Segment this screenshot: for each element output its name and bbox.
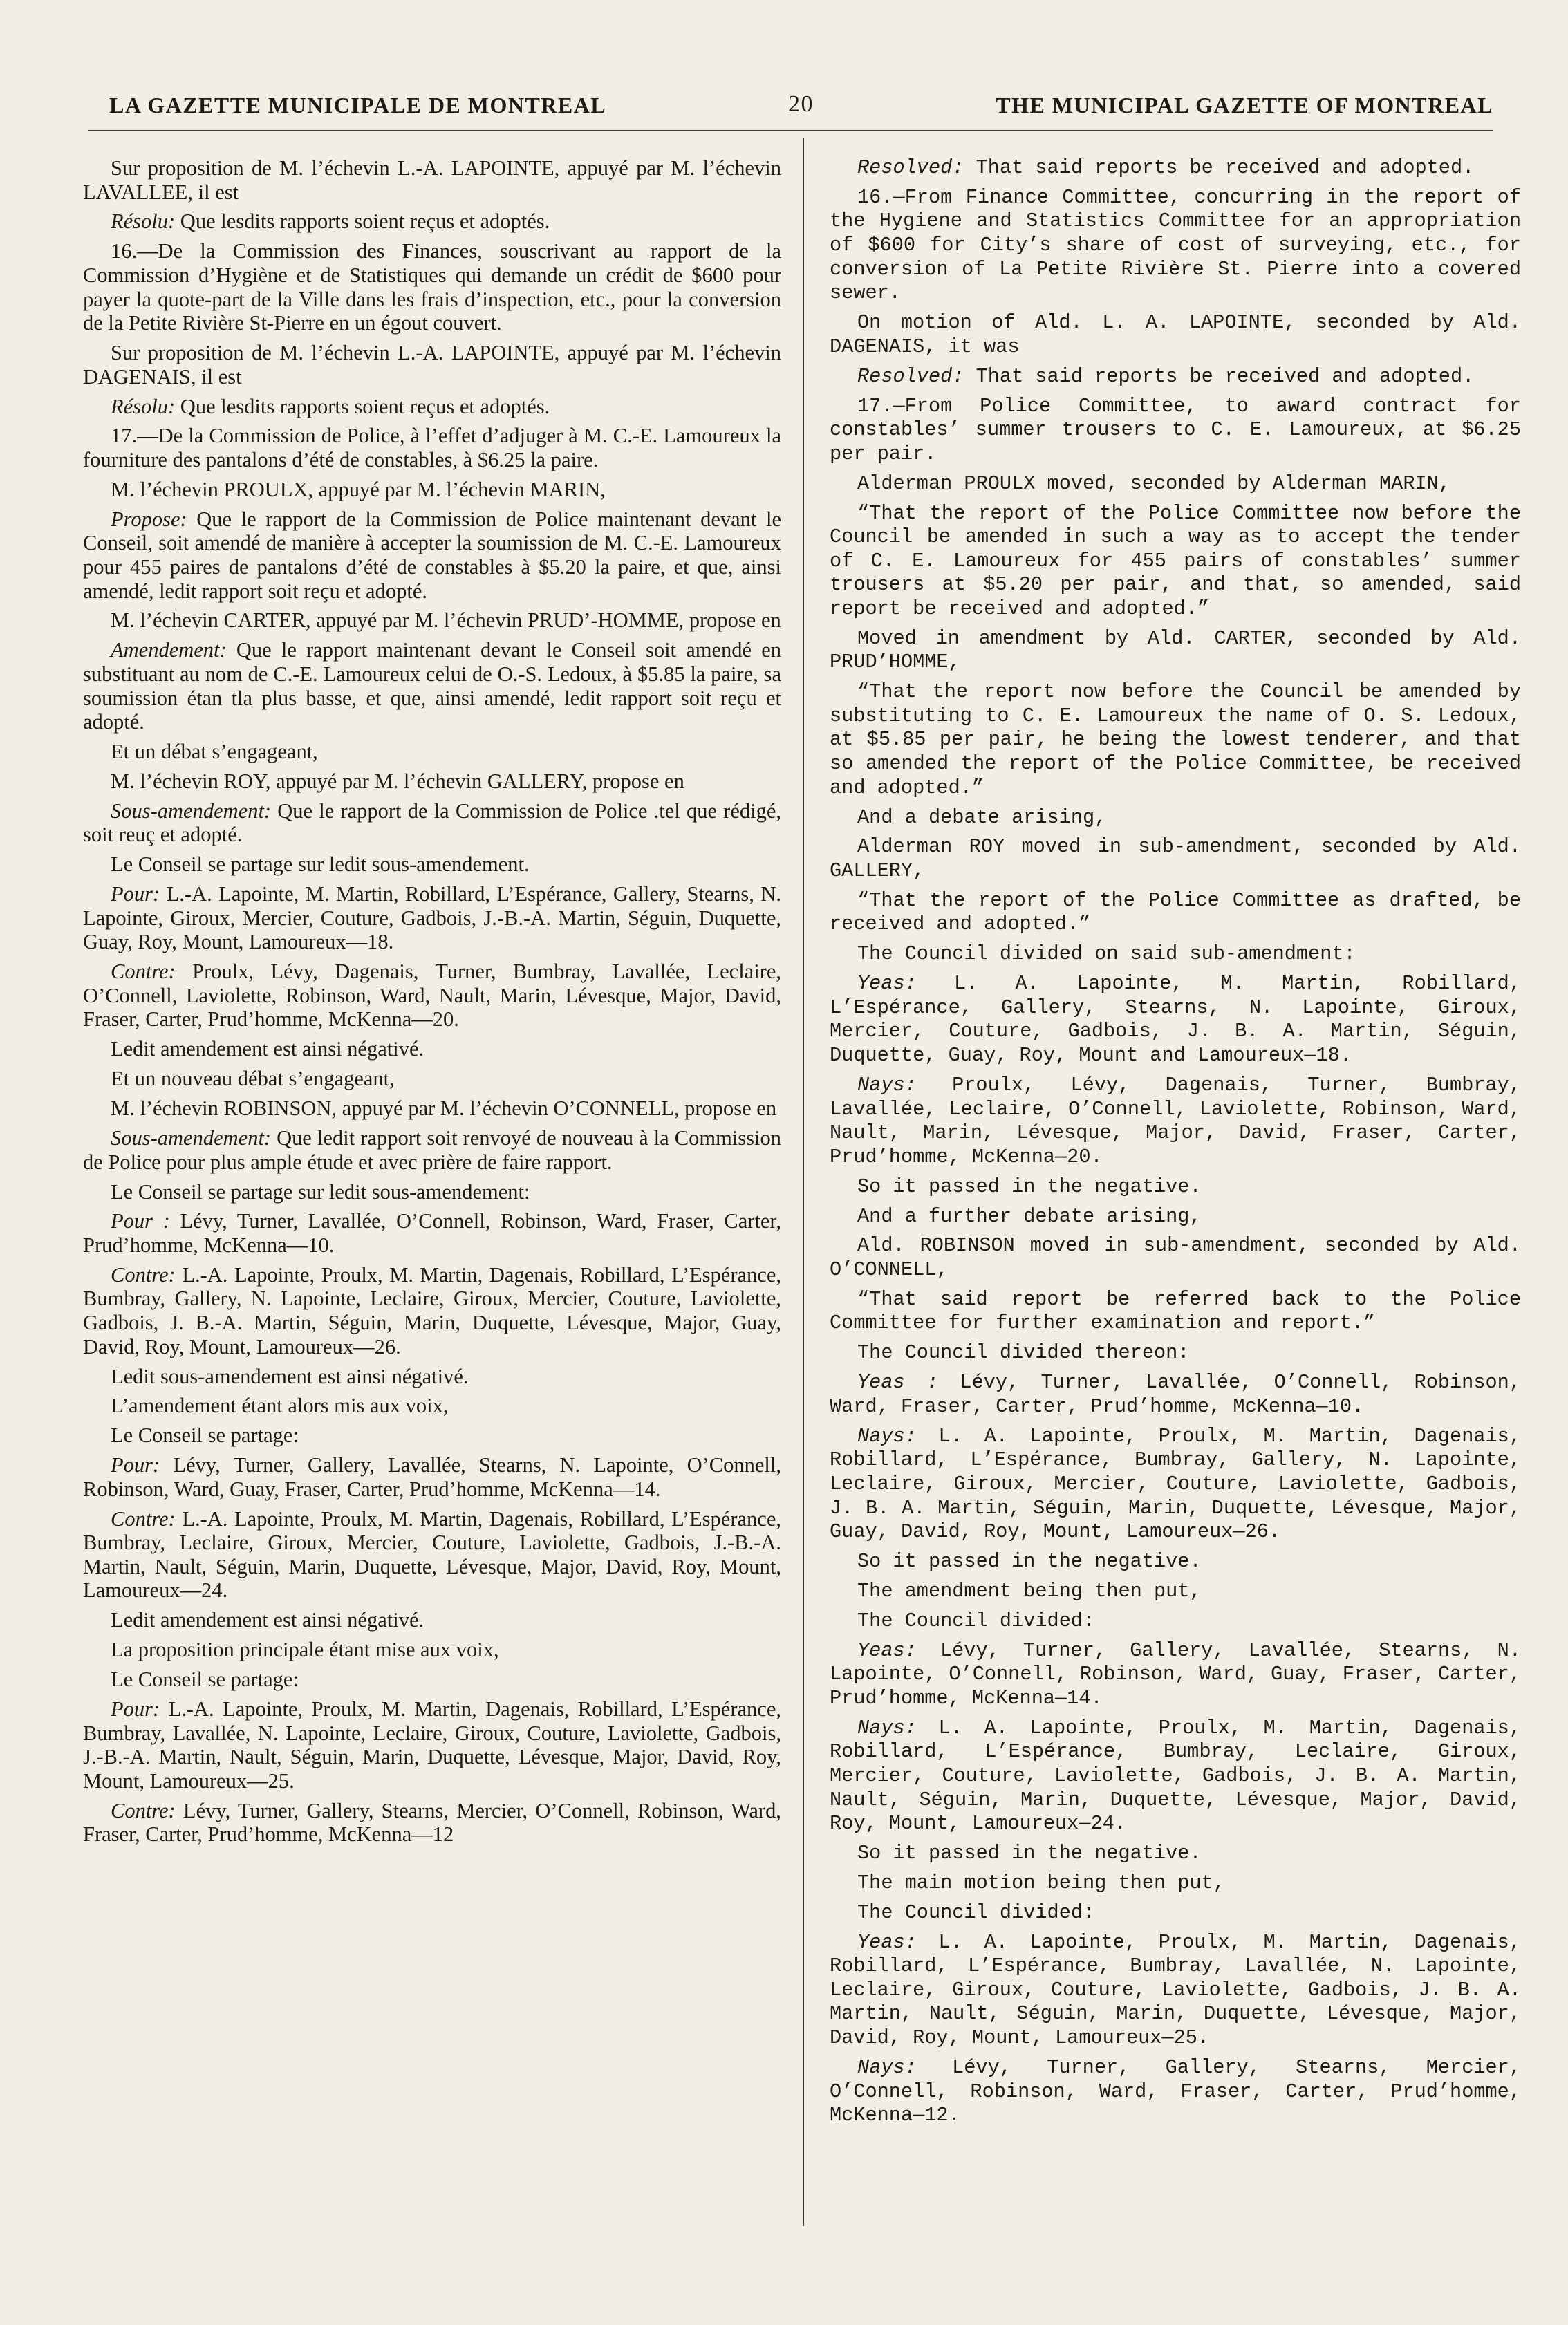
paragraph-text: L.-A. Lapointe, M. Martin, Robillard, L’Espérance, Gallery, Stearns, N. Lapointe, Giroux, Mercier, Couture, Gadbois, J.-B.-A. Martin, Séguin, Duquette, Guay, Roy, Mount, Lamoureux—18. (83, 882, 781, 954)
paragraph-text: The Council divided: (857, 1901, 1095, 1924)
header-title-english: THE MUNICIPAL GAZETTE OF MONTREAL (996, 93, 1493, 118)
paragraph-text: 16.—From Finance Committee, concurring in the report of the Hygiene and Statistics Committee for an appropriation of $600 for City’s share of cost of surveying, etc., for conversion of La Petite Rivière St. Pierre into a covered sewer. (830, 185, 1521, 305)
paragraph-text: 16.—De la Commission des Finances, souscrivant au rapport de la Commission d’Hygiène et de Statistiques qui demande un crédit de $600 pour payer la quote-part de la Ville dans les frais d’inspection, etc., pour la conversion de la Petite Rivière St-Pierre en un égout couvert. (83, 239, 781, 335)
page-header (88, 88, 1493, 131)
paragraph-text: L.-A. Lapointe, Proulx, M. Martin, Dagenais, Robillard, L’Espérance, Bumbray, Lavallée, N. Lapointe, Leclaire, Giroux, Couture, Laviolette, Gadbois, J.-B.-A. Martin, Nault, Séguin, Marin, Duquette, Lévesque, Major, David, Roy, Mount, Lamoureux—25. (83, 1697, 781, 1793)
paragraph-text: Que le rapport de la Commission de Police maintenant devant le Conseil, soit amendé de manière à accepter la soumission de M. C.-E. Lamoureux pour 455 paires de pantalons d’été de constables à $5.20 la paire, et que, ainsi amendé, ledit rapport soit reçu et adopté. (83, 507, 781, 603)
paragraph (83, 395, 781, 419)
paragraph-text: Lévy, Turner, Gallery, Stearns, Mercier, O’Connell, Robinson, Ward, Fraser, Carter, Prud’homme, McKenna—12. (830, 2055, 1521, 2127)
paragraph-text: The Council divided on said sub-amendment: (857, 942, 1356, 966)
paragraph (83, 1668, 781, 1692)
paragraph-text: And a further debate arising, (857, 1204, 1202, 1228)
paragraph-text: Moved in amendment by Ald. CARTER, seconded by Ald. PRUD’HOMME, (830, 626, 1521, 674)
paragraph-label: Nays: (857, 1424, 917, 1448)
paragraph-text: So it passed in the negative. (857, 1842, 1202, 1865)
paragraph (83, 882, 781, 954)
paragraph-text: L. A. Lapointe, Proulx, M. Martin, Dagenais, Robillard, L’Espérance, Bumbray, Gallery, N. Lapointe, Leclaire, Giroux, Mercier, Couture, Laviolette, Gadbois, J. B. A. Martin, Séguin, Marin, Duquette, Lévesque, Major, Guay, David, Roy, Mount, Lamoureux—26. (830, 1424, 1521, 1544)
paragraph (830, 1901, 1521, 1925)
paragraph-label: Nays: (857, 1073, 917, 1096)
paragraph (83, 341, 781, 389)
paragraph-text: Sur proposition de M. l’échevin L.-A. LAPOINTE, appuyé par M. l’échevin LAVALLEE, il est (83, 156, 781, 204)
paragraph (830, 1341, 1521, 1365)
paragraph (83, 478, 781, 502)
paragraph-label: Yeas: (857, 1930, 917, 1954)
paragraph (83, 1037, 781, 1061)
paragraph-text: M. l’échevin CARTER, appuyé par M. l’échevin PRUD’-HOMME, propose en (111, 608, 781, 633)
paragraph (830, 1842, 1521, 1866)
paragraph (83, 960, 781, 1031)
paragraph-text: L.-A. Lapointe, Proulx, M. Martin, Dagenais, Robillard, L’Espérance, Bumbray, Gallery, N. Lapointe, Leclaire, Giroux, Mercier, Couture, Laviolette, Gadbois, J. B.-A. Martin, Séguin, Marin, Duquette, Lévesque, Major, Guay, David, Roy, Mount, Lamoureux—26. (83, 1262, 781, 1358)
paragraph (830, 1175, 1521, 1199)
paragraph (830, 1205, 1521, 1229)
paragraph-text: On motion of Ald. L. A. LAPOINTE, seconded by Ald. DAGENAIS, it was (830, 311, 1521, 358)
paragraph (830, 806, 1521, 830)
paragraph-text: So it passed in the negative. (857, 1175, 1202, 1198)
paragraph-label: Pour : (111, 1209, 170, 1233)
column-divider (803, 138, 804, 2226)
paragraph (83, 799, 781, 847)
paragraph (830, 1871, 1521, 1896)
paragraph-label: Resolved: (857, 364, 964, 388)
header-title-french: LA GAZETTE MUNICIPALE DE MONTREAL (109, 93, 607, 118)
paragraph-text: L. A. Lapointe, Proulx, M. Martin, Dagenais, Robillard, L’Espérance, Bumbray, Leclaire, Giroux, Mercier, Couture, Laviolette, Gadbois, J. B. A. Martin, Nault, Séguin, Marin, Duquette, Lévesque, Major, David, Roy, Mount, Lamoureux—24. (830, 1716, 1521, 1836)
paragraph (830, 942, 1521, 967)
paragraph-text: “That said report be referred back to the Police Committee for further examination and report.” (830, 1287, 1521, 1335)
paragraph-text: Lévy, Turner, Lavallée, O’Connell, Robinson, Ward, Fraser, Carter, Prud’homme, McKenna—10. (830, 1371, 1521, 1418)
paragraph (830, 502, 1521, 622)
paragraph (83, 740, 781, 764)
paragraph (83, 209, 781, 234)
paragraph-text: Alderman PROULX moved, seconded by Alderman MARIN, (857, 471, 1450, 495)
paragraph (830, 1288, 1521, 1336)
paragraph-text: 17.—De la Commission de Police, à l’effet d’adjuger à M. C.-E. Lamoureux la fourniture des pantalons d’été de constables, à $6.25 la paire. (83, 424, 781, 472)
paragraph-text: L.-A. Lapointe, Proulx, M. Martin, Dagenais, Robillard, L’Espérance, Bumbray, Leclaire, Giroux, Mercier, Couture, Laviolette, Gadbois, J.-B.-A. Martin, Nault, Séguin, Marin, Duquette, Lévesque, Major, David, Roy, Mount, Lamoureux—24. (83, 1506, 781, 1603)
paragraph (83, 424, 781, 471)
paragraph-text: 17.—From Police Committee, to award contract for constables’ summer trousers to C. E. Lamoureux, at $6.25 per pair. (830, 394, 1521, 465)
paragraph (83, 239, 781, 335)
paragraph-label: Résolu: (111, 209, 176, 234)
paragraph-label: Pour: (111, 882, 160, 906)
paragraph-label: Amendement: (111, 638, 227, 662)
paragraph (83, 1638, 781, 1662)
paragraph-label: Résolu: (111, 394, 176, 418)
paragraph-text: M. l’échevin PROULX, appuyé par M. l’échevin MARIN, (111, 477, 606, 501)
french-column (83, 156, 781, 1852)
paragraph-label: Pour: (111, 1697, 160, 1721)
paragraph (83, 1126, 781, 1174)
paragraph-text: Le Conseil se partage sur ledit sous-amendement. (111, 852, 530, 877)
paragraph (83, 1453, 781, 1501)
paragraph (830, 1580, 1521, 1604)
paragraph (83, 638, 781, 734)
paragraph-text: The main motion being then put, (857, 1871, 1225, 1894)
paragraph (830, 365, 1521, 389)
paragraph (830, 627, 1521, 675)
paragraph (830, 1425, 1521, 1544)
paragraph-label: Contre: (111, 1506, 176, 1531)
paragraph-text: Lévy, Turner, Lavallée, O’Connell, Robinson, Ward, Fraser, Carter, Prud’homme, McKenna—10. (83, 1209, 781, 1257)
paragraph (830, 311, 1521, 359)
paragraph-text: Sur proposition de M. l’échevin L.-A. LAPOINTE, appuyé par M. l’échevin DAGENAIS, il est (83, 341, 781, 389)
paragraph (830, 1931, 1521, 2051)
paragraph (830, 1234, 1521, 1282)
paragraph-text: M. l’échevin ROY, appuyé par M. l’échevin GALLERY, propose en (111, 769, 684, 793)
paragraph-label: Sous-amendement: (111, 799, 272, 823)
paragraph (83, 1507, 781, 1603)
paragraph-text: “That the report now before the Council be amended by substituting to C. E. Lamoureux the name of O. S. Ledoux, at $5.85 per pair, he being the lowest tenderer, and that so amended the report of the Police Committee, be received and adopted.” (830, 680, 1521, 799)
paragraph-text: Lévy, Turner, Gallery, Lavallée, Stearns, N. Lapointe, O’Connell, Robinson, Ward, Guay, Fraser, Carter, Prud’homme, McKenna—14. (83, 1453, 781, 1501)
paragraph-text: Que ledit rapport soit renvoyé de nouveau à la Commission de Police pour plus ample étude et avec prière de faire rapport. (83, 1126, 781, 1174)
paragraph (83, 769, 781, 794)
paragraph-label: Propose: (111, 507, 187, 531)
paragraph (83, 1608, 781, 1632)
paragraph (83, 1096, 781, 1121)
paragraph (830, 972, 1521, 1067)
paragraph-label: Yeas: (857, 1638, 917, 1662)
paragraph-text: L. A. Lapointe, Proulx, M. Martin, Dagenais, Robillard, L’Espérance, Bumbray, Lavallée, N. Lapointe, Leclaire, Giroux, Couture, Laviolette, Gadbois, J. B. A. Martin, Nault, Séguin, Marin, Duquette, Lévesque, Major, David, Roy, Mount, Lamoureux—25. (830, 1930, 1521, 2050)
paragraph (830, 1550, 1521, 1574)
paragraph-label: Contre: (111, 1262, 176, 1287)
paragraph-text: Ledit amendement est ainsi négativé. (111, 1608, 424, 1632)
paragraph-text: “That the report of the Police Committee as drafted, be received and adopted.” (830, 888, 1521, 936)
paragraph (83, 1799, 781, 1847)
paragraph (83, 608, 781, 633)
paragraph (83, 852, 781, 877)
paragraph-text: L’amendement étant alors mis aux voix, (111, 1394, 449, 1418)
paragraph (83, 1365, 781, 1389)
paragraph-text: La proposition principale étant mise aux voix, (111, 1638, 499, 1662)
paragraph-text: The Council divided thereon: (857, 1341, 1190, 1365)
paragraph-text: Que lesdits rapports soient reçus et adoptés. (175, 394, 550, 418)
paragraph-label: Contre: (111, 960, 176, 984)
paragraph-label: Sous-amendement: (111, 1126, 272, 1150)
paragraph (830, 889, 1521, 937)
paragraph-text: Proulx, Lévy, Dagenais, Turner, Bumbray, Lavallée, Leclaire, O’Connell, Laviolette, Robinson, Ward, Nault, Marin, Lévesque, Major, David, Fraser, Carter, Prud’homme, McKenna—20. (83, 960, 781, 1031)
english-column (830, 156, 1521, 2133)
paragraph-text: Que lesdits rapports soient reçus et adoptés. (175, 209, 550, 234)
paragraph-label: Yeas: (857, 972, 917, 996)
paragraph-text: Ledit amendement est ainsi négativé. (111, 1037, 424, 1061)
paragraph (83, 1394, 781, 1418)
paragraph-text: M. l’échevin ROBINSON, appuyé par M. l’échevin O’CONNELL, propose en (111, 1096, 777, 1121)
paragraph (830, 1717, 1521, 1836)
paragraph (83, 1423, 781, 1448)
paragraph-text: Alderman ROY moved in sub-amendment, seconded by Ald. GALLERY, (830, 835, 1521, 882)
paragraph (830, 472, 1521, 496)
paragraph (830, 680, 1521, 800)
paragraph-text: “That the report of the Police Committee now before the Council be amended in such a way as to accept the tender of C. E. Lamoureux for 455 pairs of constables’ summer trousers at $5.20 per pair, and that, so amended, said report be received and adopted.” (830, 501, 1521, 620)
paragraph (830, 835, 1521, 883)
paragraph (830, 1609, 1521, 1634)
paragraph (830, 1371, 1521, 1419)
paragraph-text: Et un débat s’engageant, (111, 740, 318, 764)
paragraph (830, 1074, 1521, 1169)
paragraph-text: Lévy, Turner, Gallery, Stearns, Mercier, O’Connell, Robinson, Ward, Fraser, Carter, Prud’homme, McKenna—12 (83, 1798, 781, 1847)
paragraph-text: Ald. ROBINSON moved in sub-amendment, seconded by Ald. O’CONNELL, (830, 1234, 1521, 1281)
paragraph-text: Le Conseil se partage: (111, 1668, 299, 1692)
paragraph (83, 1180, 781, 1204)
paragraph-label: Nays: (857, 2055, 917, 2079)
paragraph-label: Resolved: (857, 156, 964, 179)
paragraph (830, 186, 1521, 306)
paragraph (830, 1639, 1521, 1711)
paragraph (830, 156, 1521, 180)
paragraph (830, 2056, 1521, 2128)
paragraph-label: Yeas : (857, 1371, 939, 1394)
paragraph-text: Le Conseil se partage: (111, 1423, 299, 1448)
paragraph-label: Nays: (857, 1716, 917, 1739)
paragraph (83, 1697, 781, 1793)
paragraph-text: Que le rapport maintenant devant le Conseil soit amendé en substituant au nom de C.-E. Lamoureux celui de O.-S. Ledoux, à $5.85 la paire, sa soumission étan tla plus basse, et que, ainsi amendé, ledit rapport soit reçu et adopté. (83, 638, 781, 734)
paragraph (83, 156, 781, 204)
paragraph (830, 395, 1521, 467)
paragraph-text: Proulx, Lévy, Dagenais, Turner, Bumbray, Lavallée, Leclaire, O’Connell, Laviolette, Robinson, Ward, Nault, Marin, Lévesque, Major, David, Fraser, Carter, Prud’homme, McKenna—20. (830, 1073, 1521, 1168)
paragraph (83, 1209, 781, 1257)
paragraph-label: Pour: (111, 1453, 160, 1477)
paragraph (83, 1263, 781, 1358)
paragraph-text: Le Conseil se partage sur ledit sous-amendement: (111, 1179, 530, 1204)
paragraph-label: Contre: (111, 1798, 176, 1822)
paragraph-text: L. A. Lapointe, M. Martin, Robillard, L’Espérance, Gallery, Stearns, N. Lapointe, Giroux, Mercier, Couture, Gadbois, J. B. A. Martin, Séguin, Duquette, Guay, Roy, Mount and Lamoureux—18. (830, 972, 1521, 1067)
paragraph-text: Que le rapport de la Commission de Police .tel que rédigé, soit reuç et adopté. (83, 799, 781, 847)
paragraph-text: Ledit sous-amendement est ainsi négativé. (111, 1364, 469, 1388)
page-number: 20 (788, 91, 814, 117)
paragraph-text: Et un nouveau débat s’engageant, (111, 1067, 395, 1091)
paragraph (83, 507, 781, 603)
paragraph-text: That said reports be received and adopted. (964, 156, 1475, 179)
paragraph-text: Lévy, Turner, Gallery, Lavallée, Stearns, N. Lapointe, O’Connell, Robinson, Ward, Guay, Fraser, Carter, Prud’homme, McKenna—14. (830, 1638, 1521, 1710)
paragraph-text: And a debate arising, (857, 805, 1107, 829)
paragraph (83, 1067, 781, 1091)
paragraph-text: That said reports be received and adopted. (964, 364, 1475, 388)
paragraph-text: So it passed in the negative. (857, 1550, 1202, 1573)
paragraph-text: The amendment being then put, (857, 1579, 1202, 1603)
paragraph-text: The Council divided: (857, 1609, 1095, 1632)
